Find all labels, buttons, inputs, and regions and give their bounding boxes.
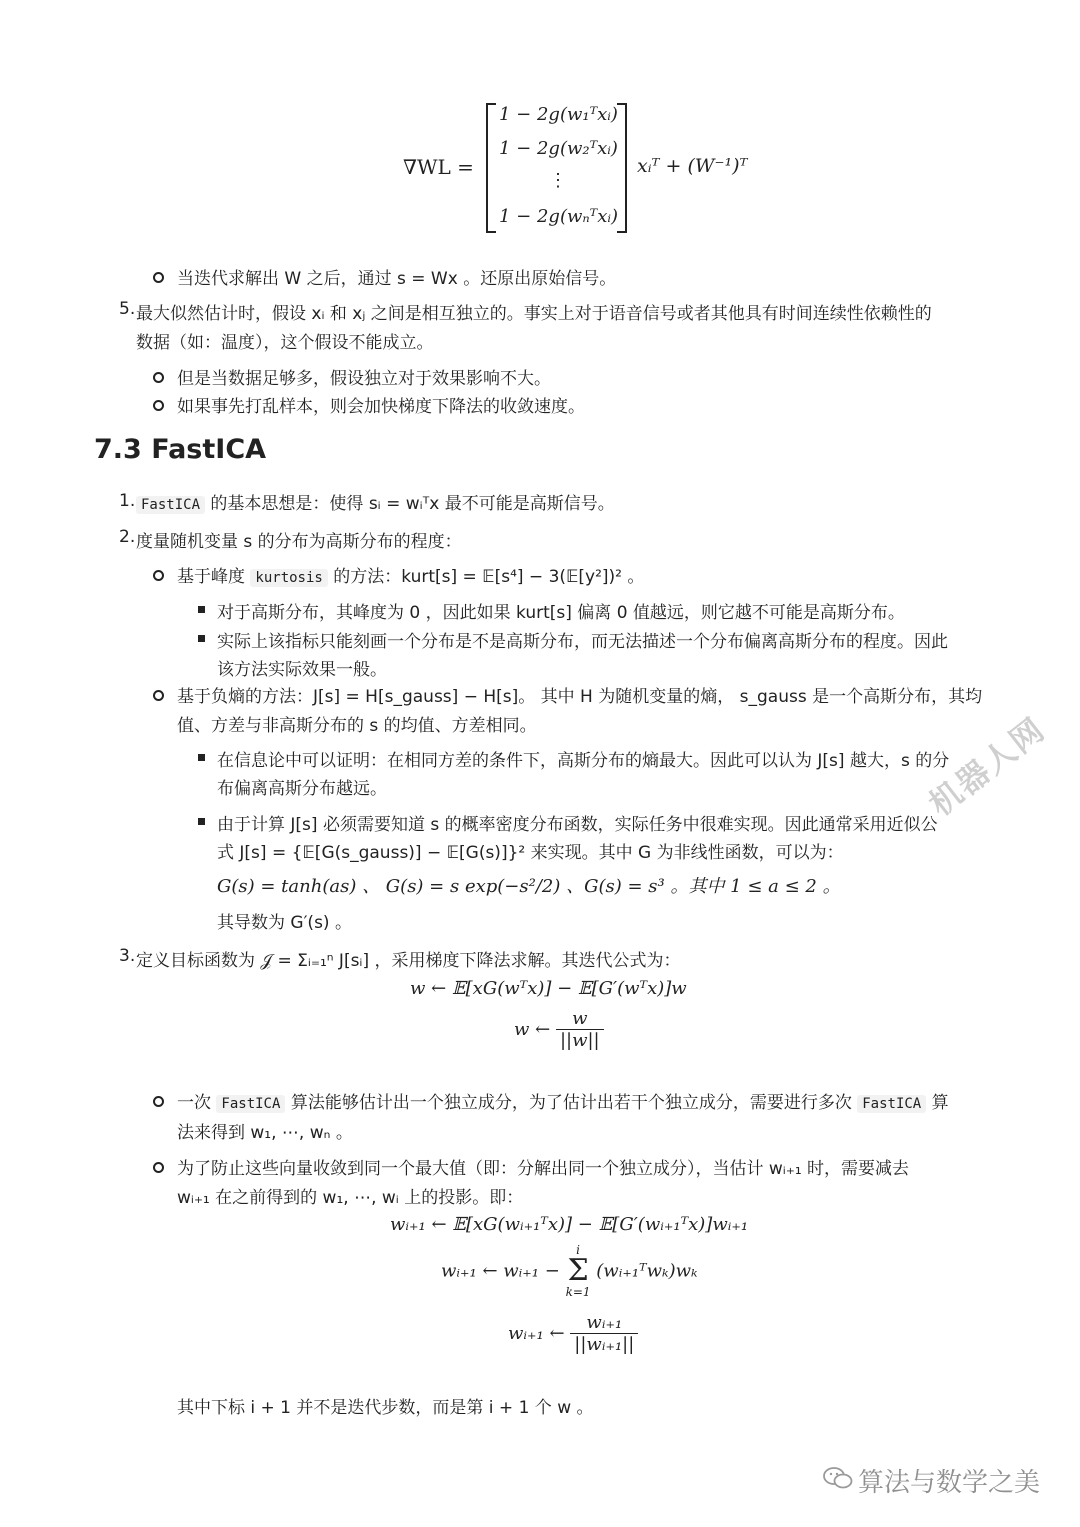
bullet-circle: [153, 570, 164, 581]
eq-lhs: wᵢ₊₁ ← wᵢ₊₁ −: [441, 1260, 560, 1282]
bullet-circle: [153, 1162, 164, 1173]
grad-row-3: ⋮: [549, 170, 567, 191]
sub-bullet-text: 在信息论中可以证明：在相同方差的条件下，高斯分布的熵最大。因此可以认为 J[s] 越大，s 的分: [217, 751, 950, 771]
sub-bullet-text: 对于高斯分布，其峰度为 0 ，因此如果 kurt[s] 偏离 0 值越远，则它越不可能是高斯分布。: [217, 603, 905, 623]
equation-deflation-sum: [441, 1244, 698, 1298]
bullet-circle: [153, 690, 164, 701]
bullet-circle: [153, 272, 164, 283]
bullet-row: [177, 1088, 949, 1113]
fraction: [556, 1008, 604, 1051]
eq-lhs: wᵢ₊₁ ←: [508, 1323, 565, 1344]
bullet-text: 算法能够估计出一个独立成分，为了估计出若干个独立成分，需要进行多次: [290, 1093, 852, 1113]
grad-lhs: ∇WL =: [403, 155, 474, 179]
bullet-circle: [153, 372, 164, 383]
sum-lower: k=1: [565, 1285, 591, 1299]
section-title: 7.3 FastICA: [94, 434, 267, 465]
inline-code: FastICA: [857, 1095, 926, 1113]
bullet-circle: [153, 400, 164, 411]
equation-deflation-normalize: [508, 1312, 638, 1355]
list-item-row: [136, 489, 615, 514]
sub-bullet-formula: G(s) = tanh(as) 、 G(s) = s exp(−s²/2) 、G(s) = s³ 。其中 1 ≤ a ≤ 2 。: [217, 876, 841, 897]
list-item-text: 数据（如：温度），这个假设不能成立。: [136, 333, 434, 353]
bullet-text: 但是当数据足够多，假设独立对于效果影响不大。: [177, 369, 551, 389]
grad-row-4: 1 − 2g(wₙᵀxᵢ): [499, 206, 619, 227]
bullet-square: [198, 606, 205, 613]
inline-code: FastICA: [216, 1095, 285, 1113]
bullet-text: wᵢ₊₁ 在之前得到的 w₁, ⋯, wᵢ 上的投影。即：: [177, 1188, 524, 1208]
fraction-numerator: wᵢ₊₁: [570, 1312, 638, 1334]
bullet-text: 当迭代求解出 W 之后，通过 s = Wx 。还原出原始信号。: [177, 269, 617, 289]
eq-rhs: (wᵢ₊₁ᵀwₖ)wₖ: [596, 1260, 698, 1282]
bullet-text: 算: [931, 1093, 949, 1113]
bullet-square: [198, 818, 205, 825]
fraction-denominator: ||w||: [559, 1030, 600, 1051]
fraction-numerator: w: [556, 1008, 604, 1030]
inline-code: kurtosis: [250, 569, 327, 587]
closing-note: 其中下标 i + 1 并不是迭代步数，而是第 i + 1 个 w 。: [177, 1398, 594, 1418]
list-number: 2.: [119, 527, 136, 547]
bullet-text: 的方法：kurt[s] = 𝔼[s⁴] − 3(𝔼[y²])² 。: [333, 567, 645, 587]
equation-normalize: [514, 1008, 604, 1051]
sum-upper: i: [576, 1243, 580, 1257]
matrix-right-bracket: [617, 103, 627, 233]
matrix-left-bracket: [486, 103, 496, 233]
list-item-text: 最大似然估计时，假设 xᵢ 和 xⱼ 之间是相互独立的。事实上对于语音信号或者其他具有时间连续性依赖性的: [136, 304, 932, 324]
sub-bullet-text: 实际上该指标只能刻画一个分布是不是高斯分布，而无法描述一个分布偏离高斯分布的程度。因此: [217, 632, 948, 652]
sub-bullet-text: 由于计算 J[s] 必须需要知道 s 的概率密度分布函数，实际任务中很难实现。因此通常采用近似公: [217, 815, 938, 835]
grad-row-2: 1 − 2g(w₂ᵀxᵢ): [499, 138, 618, 159]
inline-code: FastICA: [136, 496, 205, 514]
list-item-text: 定义目标函数为 𝒥 = Σᵢ₌₁ⁿ J[sᵢ] ，采用梯度下降法求解。其迭代公式为：: [136, 951, 681, 971]
bullet-text: 法来得到 w₁, ⋯, wₙ 。: [177, 1123, 353, 1143]
bullet-text: 基于负熵的方法：J[s] = H[s_gauss] − H[s]。 其中 H 为随机变量的熵， s_gauss 是一个高斯分布，其均: [177, 687, 983, 707]
bullet-circle: [153, 1096, 164, 1107]
grad-rhs: xᵢᵀ + (W⁻¹)ᵀ: [637, 155, 748, 177]
sum-operator: [566, 1244, 591, 1298]
bullet-square: [198, 635, 205, 642]
bullet-text: 值、方差与非高斯分布的 s 的均值、方差相同。: [177, 716, 537, 736]
sub-bullet-text: 式 J[s] = {𝔼[G(s_gauss)] − 𝔼[G(s)]}² 来实现。其中 G 为非线性函数，可以为：: [217, 843, 844, 863]
list-item-text: 的基本思想是：使得 sᵢ = wᵢᵀx 最不可能是高斯信号。: [210, 494, 615, 514]
wechat-logo-icon: [823, 1467, 853, 1489]
list-number: 1.: [119, 491, 136, 511]
bullet-square: [198, 754, 205, 761]
sum-symbol: Σ: [567, 1253, 589, 1288]
equation-deflation-update: wᵢ₊₁ ← 𝔼[xG(wᵢ₊₁ᵀx)] − 𝔼[G′(wᵢ₊₁ᵀx)]wᵢ₊₁: [390, 1214, 749, 1235]
bullet-text: 如果事先打乱样本，则会加快梯度下降法的收敛速度。: [177, 397, 585, 417]
bullet-text: 基于峰度: [177, 567, 245, 587]
sub-bullet-text: 布偏离高斯分布越远。: [217, 779, 387, 799]
sub-bullet-text: 其导数为 G′(s) 。: [217, 913, 352, 933]
fraction: [570, 1312, 638, 1355]
list-number: 5.: [119, 299, 136, 319]
sub-bullet-text: 该方法实际效果一般。: [217, 660, 387, 680]
fraction-denominator: ||wᵢ₊₁||: [574, 1334, 635, 1355]
bullet-text: 为了防止这些向量收敛到同一个最大值（即：分解出同一个独立成分），当估计 wᵢ₊₁ 时，需要减去: [177, 1159, 910, 1179]
diagonal-watermark: 机器人网: [921, 709, 1053, 824]
equation-update: w ← 𝔼[xG(wᵀx)] − 𝔼[G′(wᵀx)]w: [410, 978, 687, 999]
list-number: 3.: [119, 946, 136, 966]
bullet-text: 一次: [177, 1093, 211, 1113]
list-item-text: 度量随机变量 s 的分布为高斯分布的程度：: [136, 532, 462, 552]
grad-row-1: 1 − 2g(w₁ᵀxᵢ): [499, 104, 618, 125]
eq-lhs: w ←: [514, 1019, 551, 1040]
footer-watermark: 算法与数学之美: [858, 1468, 1041, 1498]
bullet-row: [177, 562, 644, 587]
